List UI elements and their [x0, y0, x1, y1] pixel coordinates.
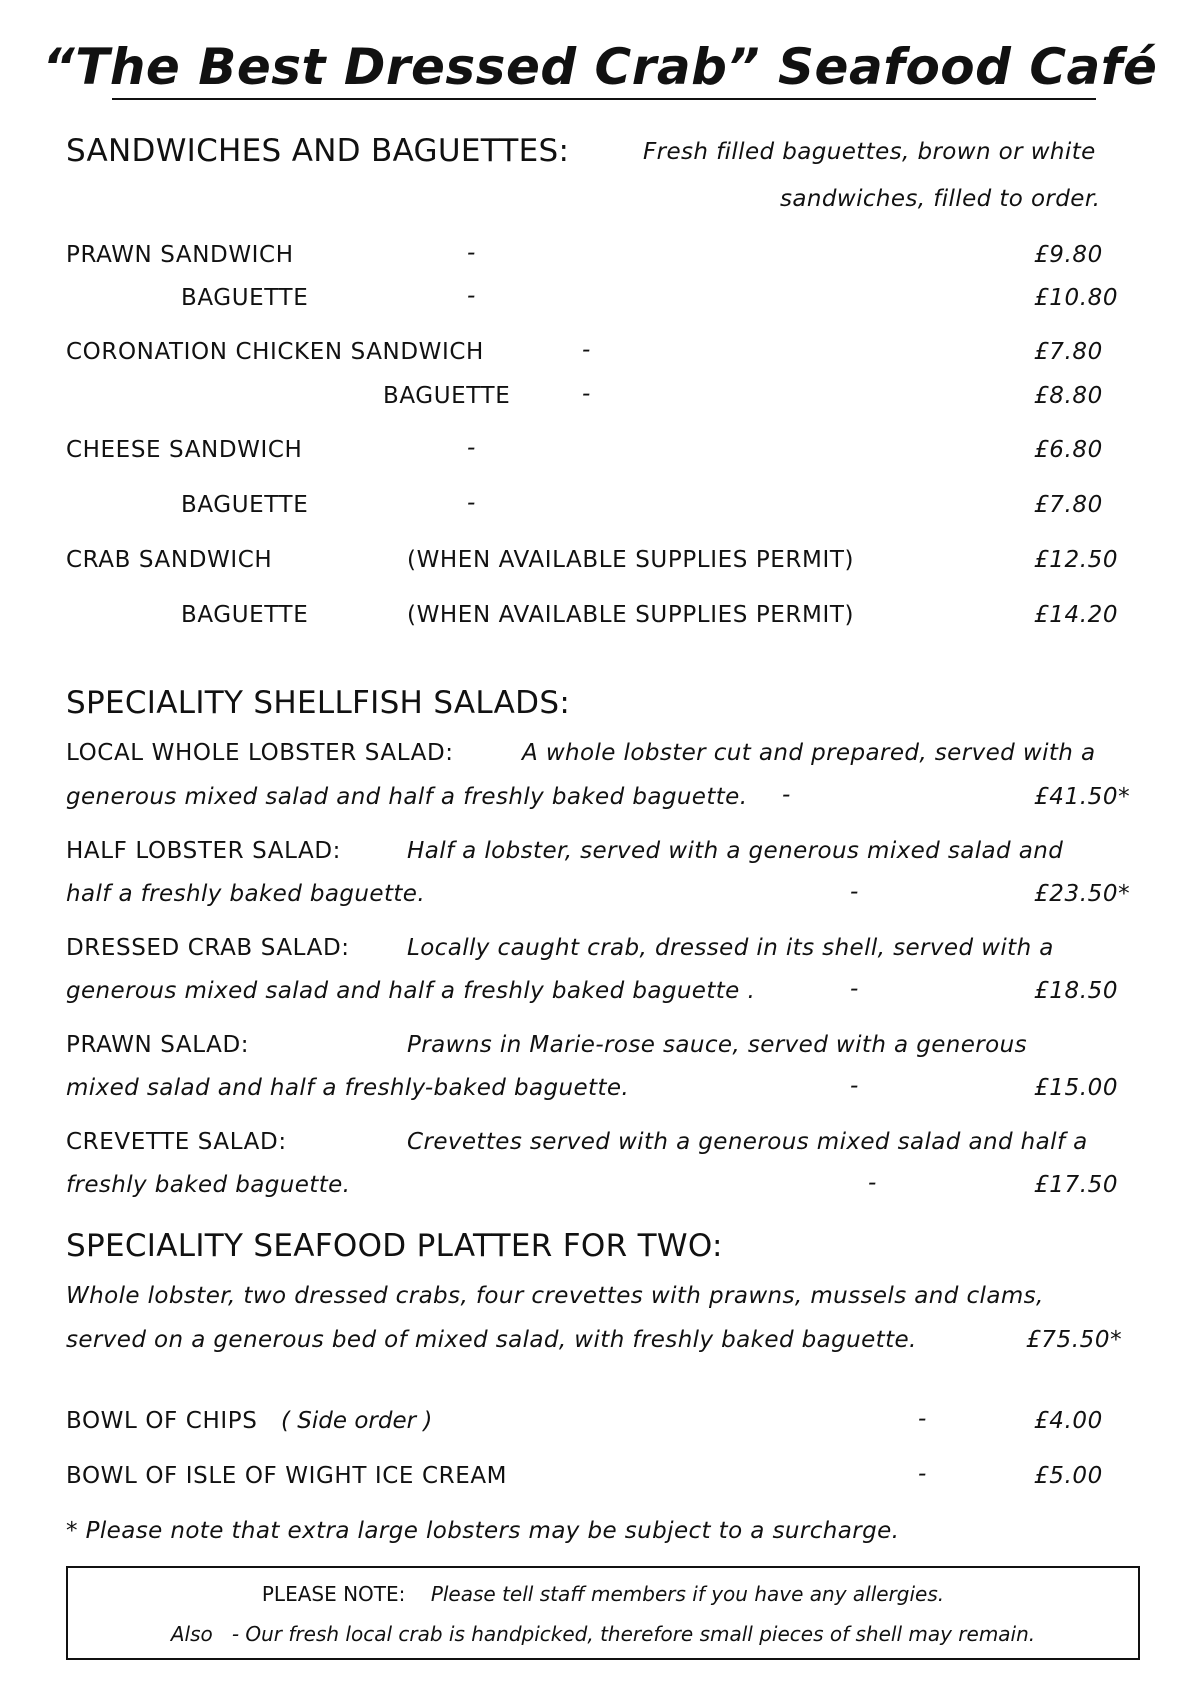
item-price: £17.50	[1034, 1172, 1119, 1198]
item-label: BAGUETTE	[181, 285, 309, 311]
item-label: CHEESE SANDWICH	[66, 437, 303, 463]
item-dash: -	[467, 435, 476, 461]
item-label: PRAWN SANDWICH	[66, 242, 294, 268]
item-description: Whole lobster, two dressed crabs, four crevettes with prawns, mussels and clams,	[66, 1283, 1044, 1309]
item-price: £12.50	[1034, 547, 1119, 573]
item-dash: -	[850, 879, 859, 905]
page-title: “The Best Dressed Crab” Seafood Café	[42, 38, 1158, 96]
item-dash: -	[868, 1170, 877, 1196]
item-price: £41.50*	[1034, 784, 1131, 810]
item-label-sub: ( Side order )	[281, 1408, 433, 1434]
item-description-cont: freshly baked baguette.	[66, 1172, 351, 1198]
item-dash: -	[782, 782, 791, 808]
item-dash: -	[467, 490, 476, 516]
item-description: A whole lobster cut and prepared, served with a	[522, 740, 1096, 766]
item-label: BAGUETTE	[181, 602, 309, 628]
item-price: £15.00	[1034, 1075, 1119, 1101]
item-description-cont: served on a generous bed of mixed salad, with freshly baked baguette.	[66, 1327, 917, 1353]
item-price: £7.80	[1034, 339, 1103, 365]
item-description: Crevettes served with a generous mixed salad and half a	[407, 1129, 1088, 1155]
item-label: BAGUETTE	[181, 492, 309, 518]
allergy-notice-line-1	[68, 1582, 1138, 1606]
item-label: LOCAL WHOLE LOBSTER SALAD:	[66, 740, 454, 766]
item-label: PRAWN SALAD:	[66, 1032, 250, 1058]
item-price: £18.50	[1034, 978, 1119, 1004]
sandwiches-heading: SANDWICHES AND BAGUETTES:	[66, 133, 570, 169]
item-label: CRAB SANDWICH	[66, 547, 273, 573]
title-underline	[112, 98, 1096, 100]
item-label: CORONATION CHICKEN SANDWICH	[66, 339, 484, 365]
item-description-cont: generous mixed salad and half a freshly baked baguette .	[66, 978, 756, 1004]
item-dash: -	[918, 1406, 927, 1432]
item-price: £7.80	[1034, 492, 1103, 518]
item-price: £10.80	[1034, 285, 1119, 311]
allergy-notice-label: PLEASE NOTE:	[261, 1582, 406, 1606]
item-label: BOWL OF CHIPS	[66, 1408, 258, 1434]
item-description: Prawns in Marie-rose sauce, served with a generous	[407, 1032, 1027, 1058]
item-availability-note: (WHEN AVAILABLE SUPPLIES PERMIT)	[407, 547, 855, 573]
item-dash: -	[850, 1073, 859, 1099]
item-description: Half a lobster, served with a generous mixed salad and	[407, 838, 1064, 864]
item-description: Locally caught crab, dressed in its shell, served with a	[407, 935, 1054, 961]
item-description-cont: mixed salad and half a freshly-baked baguette.	[66, 1075, 630, 1101]
item-description-cont: half a freshly baked baguette.	[66, 881, 426, 907]
sandwiches-intro-line-1: Fresh filled baguettes, brown or white	[643, 139, 1096, 165]
item-label: DRESSED CRAB SALAD:	[66, 935, 350, 961]
item-price: £8.80	[1034, 383, 1103, 409]
item-price: £9.80	[1034, 242, 1103, 268]
allergy-notice-box	[66, 1566, 1140, 1660]
item-dash: -	[582, 381, 591, 407]
item-price: £23.50*	[1034, 881, 1131, 907]
item-label: BAGUETTE	[383, 383, 511, 409]
item-availability-note: (WHEN AVAILABLE SUPPLIES PERMIT)	[407, 602, 855, 628]
allergy-notice-line-2	[68, 1622, 1138, 1646]
item-dash: -	[467, 283, 476, 309]
item-dash: -	[850, 976, 859, 1002]
item-label: BOWL OF ISLE OF WIGHT ICE CREAM	[66, 1463, 508, 1489]
sandwiches-intro-line-2: sandwiches, filled to order.	[780, 186, 1101, 212]
item-price: £5.00	[1034, 1463, 1103, 1489]
item-price: £14.20	[1034, 602, 1119, 628]
item-label: HALF LOBSTER SALAD:	[66, 838, 342, 864]
item-label: CREVETTE SALAD:	[66, 1129, 287, 1155]
surcharge-note: * Please note that extra large lobsters may be subject to a surcharge.	[66, 1518, 900, 1544]
allergy-notice-text: Please tell staff members if you have any allergies.	[430, 1582, 945, 1606]
item-dash: -	[467, 240, 476, 266]
shell-notice-label: Also	[170, 1622, 213, 1646]
platter-heading: SPECIALITY SEAFOOD PLATTER FOR TWO:	[66, 1228, 723, 1264]
item-price: £75.50*	[1026, 1327, 1123, 1353]
item-description-cont: generous mixed salad and half a freshly baked baguette.	[66, 784, 748, 810]
salads-heading: SPECIALITY SHELLFISH SALADS:	[66, 685, 571, 721]
item-dash: -	[918, 1461, 927, 1487]
item-dash: -	[582, 337, 591, 363]
item-price: £4.00	[1034, 1408, 1103, 1434]
item-price: £6.80	[1034, 437, 1103, 463]
shell-notice-text: - Our fresh local crab is handpicked, therefore small pieces of shell may remain.	[231, 1622, 1036, 1646]
